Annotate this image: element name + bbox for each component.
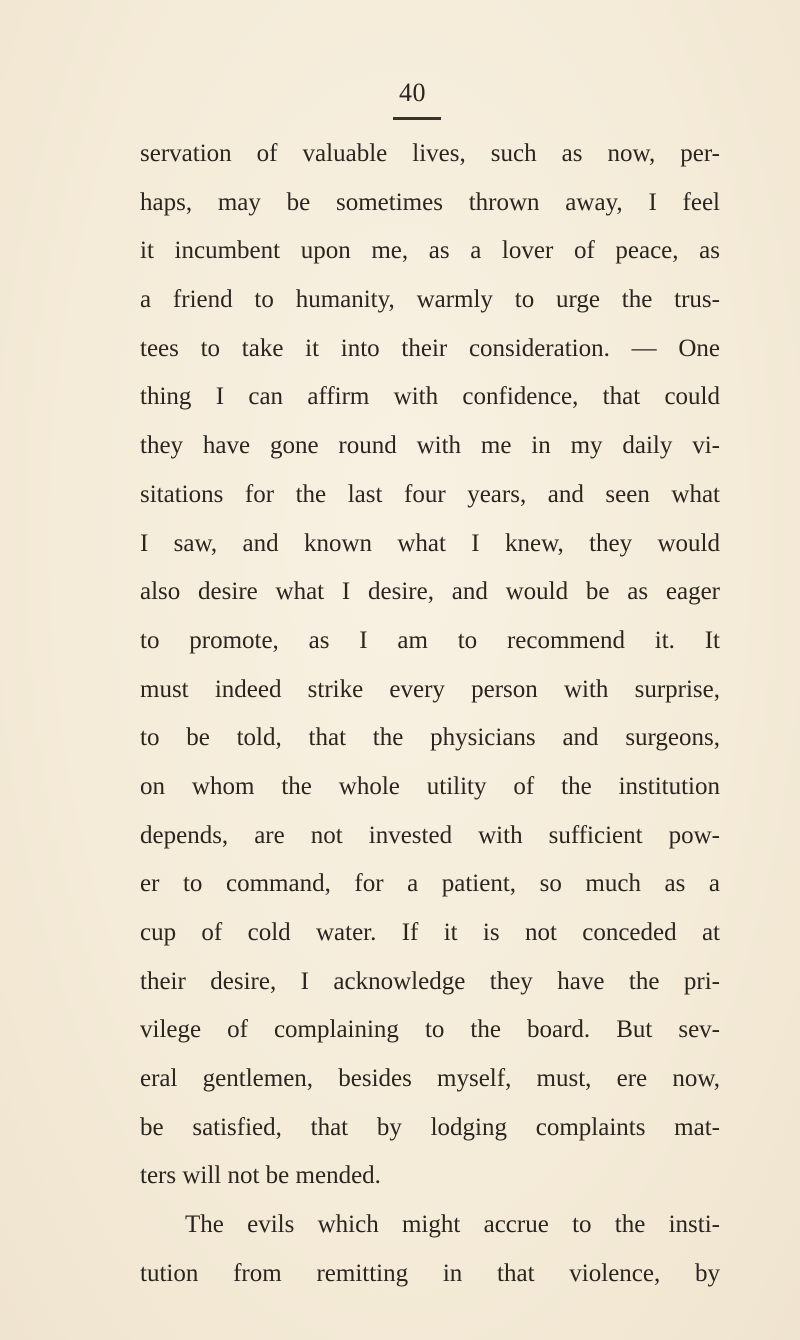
text-line: also desire what I desire, and would be as eager [140, 578, 720, 606]
text-line: sitations for the last four years, and seen what [140, 480, 720, 508]
text-line: on whom the whole utility of the institution [140, 772, 720, 800]
text-line: servation of valuable lives, such as now, per- [140, 140, 720, 167]
text-line: tution from remitting in that violence, by [140, 1259, 720, 1287]
text-line: thing I can affirm with confidence, that could [140, 383, 720, 411]
text-line: ters will not be mended. [140, 1162, 381, 1190]
text-line: must indeed strike every person with surprise, [140, 675, 720, 703]
text-line: a friend to humanity, warmly to urge the trus- [140, 286, 720, 314]
text-line: they have gone round with me in my daily vi- [140, 432, 720, 460]
body-text [140, 130, 720, 1299]
text-line: er to command, for a patient, so much as a [140, 870, 720, 898]
text-line: eral gentlemen, besides myself, must, ere now, [140, 1065, 720, 1093]
text-line: The evils which might accrue to the insti- [185, 1211, 720, 1239]
text-line: to be told, that the physicians and surgeons, [140, 724, 720, 752]
text-line: depends, are not invested with sufficient pow- [140, 821, 720, 849]
text-line: to promote, as I am to recommend it. It [140, 626, 720, 654]
page-number: 40 [399, 78, 426, 107]
text-line: vilege of complaining to the board. But sev- [140, 1016, 720, 1044]
text-line: their desire, I acknowledge they have the pri- [140, 967, 720, 995]
text-line: haps, may be sometimes thrown away, I feel [140, 188, 720, 216]
text-line: I saw, and known what I knew, they would [140, 529, 720, 557]
header-rule [393, 117, 441, 120]
text-line: tees to take it into their consideration. — One [140, 334, 720, 362]
text-line: be satisfied, that by lodging complaints mat- [140, 1113, 720, 1141]
text-line: cup of cold water. If it is not conceded at [140, 919, 720, 946]
text-line: it incumbent upon me, as a lover of peace, as [140, 237, 720, 265]
